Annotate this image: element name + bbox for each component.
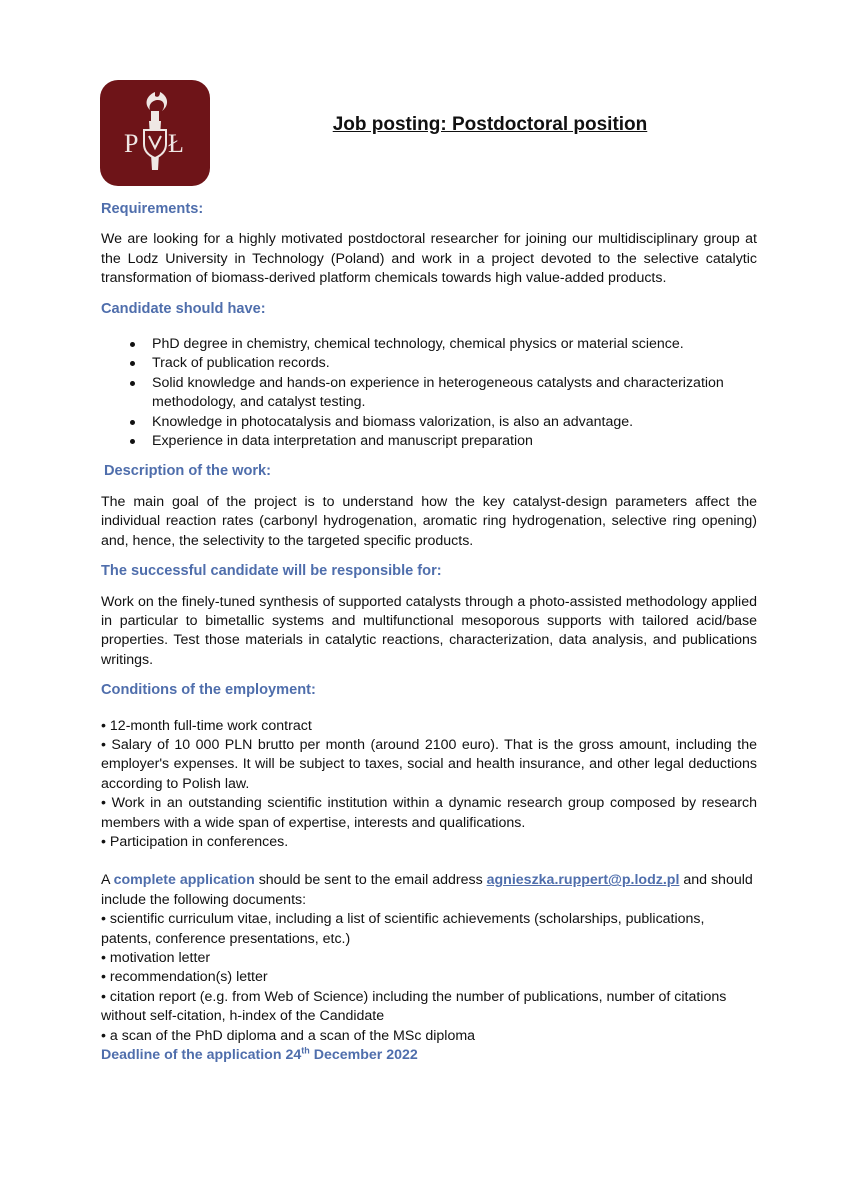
- list-item: Solid knowledge and hands-on experience in heterogeneous catalysts and characterization methodology, and catalyst testing.: [101, 374, 757, 413]
- responsibilities-text: Work on the finely-tuned synthesis of supported catalysts through a photo-assisted methodology applied in particular to bimetallic systems and multifunctional mesoporous supports with tailored acid/base properties. Test those materials in catalytic reactions, characterization, data analysis, and publications writings.: [101, 593, 757, 668]
- application-intro: [101, 871, 757, 910]
- svg-text:Ł: Ł: [168, 129, 184, 158]
- document-item: • citation report (e.g. from Web of Science) including the number of publications, number of citations without self-citation, h-index of the Candidate: [101, 988, 727, 1025]
- complete-application-highlight: complete application: [113, 872, 255, 889]
- document-item: • motivation letter: [101, 950, 211, 966]
- list-item: Experience in data interpretation and manuscript preparation: [101, 432, 757, 451]
- list-item: Track of publication records.: [101, 354, 757, 373]
- content-body: [101, 200, 757, 1065]
- candidate-heading: Candidate should have:: [101, 300, 266, 317]
- deadline-text: [101, 1046, 757, 1065]
- document-item: • a scan of the PhD diploma and a scan of the MSc diploma: [101, 1027, 476, 1044]
- application-intro-middle: should be sent to the email address: [254, 872, 487, 889]
- responsibilities-heading: The successful candidate will be responsible for:: [101, 563, 442, 580]
- requirements-heading: Requirements:: [101, 201, 204, 217]
- conditions-heading: Conditions of the employment:: [101, 682, 316, 699]
- page-title: Job posting: Postdoctoral position: [332, 114, 648, 135]
- conditions-item: • Work in an outstanding scientific institution within a dynamic research group composed by research members with a wide span of expertise, interests and qualifications.: [101, 795, 757, 831]
- conditions-item: • 12-month full-time work contract: [101, 717, 312, 734]
- application-intro-suffix: and should include the following documents:: [101, 872, 753, 908]
- list-item: Knowledge in photocatalysis and biomass valorization, is also an advantage.: [101, 413, 757, 432]
- email-link[interactable]: agnieszka.ruppert@p.lodz.pl: [486, 872, 680, 889]
- application-intro-prefix: A: [101, 872, 114, 889]
- description-text: The main goal of the project is to understand how the key catalyst-design parameters affect the individual reaction rates (carbonyl hydrogenation, aromatic ring hydrogenation, selective ring opening) and, hence, the selectivity to the targeted specific products.: [101, 493, 757, 549]
- requirements-text: We are looking for a highly motivated postdoctoral researcher for joining our multidisciplinary group at the Lodz University in Technology (Poland) and work in a project devoted to the selective catalytic transformation of biomass-derived platform chemicals towards high value-added products.: [101, 231, 757, 287]
- document-item: • recommendation(s) letter: [101, 969, 268, 986]
- deadline-sup: th: [301, 1045, 310, 1056]
- description-heading: Description of the work:: [104, 463, 272, 480]
- candidate-list: [101, 335, 757, 451]
- university-logo: [98, 78, 212, 188]
- document-item: • scientific curriculum vitae, including a list of scientific achievements (scholarships, publications, patents, conference presentations, etc.): [101, 911, 705, 947]
- conditions-item: • Salary of 10 000 PLN brutto per month (around 2100 euro). That is the gross amount, including the employer's expenses. It will be subject to taxes, social and health insurance, and other legal deductions according to Polish law.: [101, 736, 757, 792]
- deadline-suffix: December 2022: [309, 1047, 418, 1064]
- conditions-item: • Participation in conferences.: [101, 833, 289, 850]
- deadline-prefix: Deadline of the application 24: [101, 1047, 302, 1064]
- logo-letter-p: P: [124, 129, 139, 158]
- list-item: PhD degree in chemistry, chemical technology, chemical physics or material science.: [101, 335, 757, 354]
